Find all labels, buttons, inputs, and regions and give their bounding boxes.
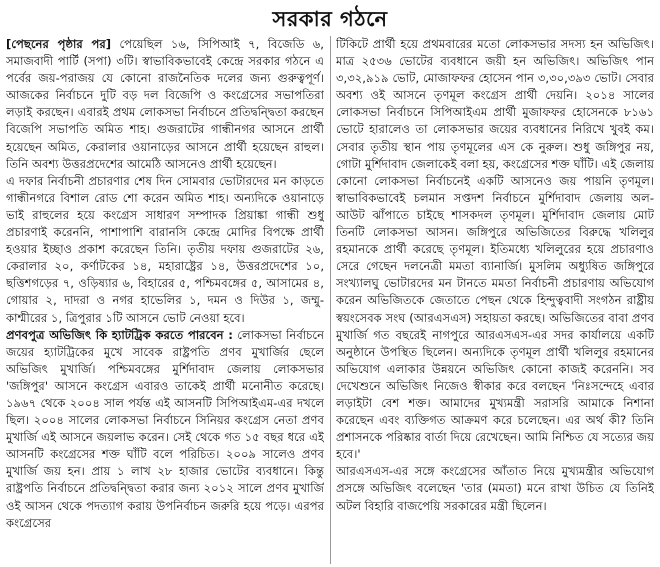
- article-columns: [6, 36, 654, 564]
- left-column: [6, 36, 324, 564]
- left-paragraph-1-text: পেয়েছিল ১৬, সিপিআই ৭, বিজেডি ৬, সমাজবাদী পার্টি (সপা) ৩টি। স্বাভাবিকভাবেই কেন্দ্রে সরকার গঠনে এ পর্বের জয়-পরাজয় যে কোনো রাজনৈতিক দলের জন্য গুরুত্বপূর্ণ। আজকের নির্বাচনে দুটি বড় দল বিজেপি ও কংগ্রেসের সভাপতিরা লড়াই করছেন। এবারই প্রথম লোকসভা নির্বাচনে প্রতিদ্বন্দ্বিতা করছেন বিজেপি সভাপতি অমিত শাহ। গুজরাটের গান্ধীনগর আসনে প্রার্থী হয়েছেন অমিত, কেরালার ওয়ানাড়ের আসনে প্রার্থী হয়েছেন রাহুল। তিনি অবশ্য উত্তরপ্রদেশের আমেঠি আসনেও প্রার্থী হয়েছেন।: [6, 37, 324, 171]
- left-paragraph-1: [6, 36, 324, 173]
- left-paragraph-3-text: লোকসভা নির্বাচনে জয়ের হ্যাটট্রিকের মুখে সাবেক রাষ্ট্রপতি প্রণব মুখার্জির ছেলে অভিজিৎ মুখার্জি। পশ্চিমবঙ্গের মুর্শিদাবাদ জেলায় লোকসভার 'জঙ্গিপুর' আসনে কংগ্রেস এবারও তাকেই প্রার্থী মনোনীত করেছে। ১৯৬৭ থেকে ২০০৪ সাল পর্যন্ত এই আসনটি সিপিআইএম-এর দখলে ছিল। ২০০৪ সালের লোকসভা নির্বাচনে সিনিয়র কংগ্রেস নেতা প্রণব মুখার্জি এই আসনে জয়লাভ করেন। সেই থেকে গত ১৫ বছর ধরে এই আসনটি কংগ্রেসের শক্ত ঘাঁটি বলে পরিচিত। ২০০৯ সালেও প্রণব মুখার্জি জয় হন। প্রায় ১ লাখ ২৮ হাজার ভোটের ব্যবধানে। কিন্তু রাষ্ট্রপতি নির্বাচনে প্রতিদ্বন্দ্বিতা করার জন্য ২০১২ সালে প্রণব মুখার্জি ওই আসন থেকে পদত্যাগ করায় উপনির্বাচন জরুরি হয়ে পড়ে। এরপর কংগ্রেসের: [6, 327, 324, 530]
- column-divider: [330, 36, 331, 564]
- right-paragraph-1: টিকিটে প্রার্থী হয়ে প্রথমবারের মতো লোকসভার সদস্য হন অভিজিৎ। মাত্র ২৫৩৬ ভোটের ব্যবধানে জয়ী হন অভিজিৎ। অভিজিৎ পান ৩,৩২,৯১৯ ভোট, মোজাফফর হোসেন পান ৩,৩০,৩৯৩ ভোট। সেবার অবশ্য ওই আসনে তৃণমূল কংগ্রেস প্রার্থী দেয়নি। ২০১৪ সালের লোকসভা নির্বাচনে সিপিআইএম প্রার্থী মুজাফফর হোসেনকে ৮১৬১ ভোটে হারালেও তা লোকসভার জয়ের ব্যবধানের নিরিখে খুবই কম। সেবার তৃতীয় স্থান পায় তৃণমূলের এস কে নুরুল। শুধু জঙ্গিপুর নয়, গোটা মুর্শিদাবাদ জেলাকেই বলা হয়, কংগ্রেসের শক্ত ঘাঁটি। এই জেলায় কোনো লোকসভা নির্বাচনেই একটি আসনেও জয় পায়নি তৃণমূল। স্বাভাবিকভাবেই চলমান সপ্তদশ নির্বাচনে মুর্শিদাবাদ জেলায় অল-আউট ঝাঁপাতে চাইছে শাসকদল তৃণমূল। মুর্শিদাবাদ জেলায় মোট তিনটি লোকসভা আসন। জঙ্গিপুরে অভিজিতের বিরুদ্ধে খলিলুর রহমানকে প্রার্থী করেছে তৃণমূল। ইতিমধ্যে খলিলুরের হয়ে প্রচারণাও সেরে গেছেন দলনেত্রী মমতা ব্যানার্জি। মুসলিম অধ্যুষিত জঙ্গিপুরে সংখ্যালঘু ভোটারদের মন টানতে মমতা নির্বাচনী প্রচারণায় অভিযোগ করেন অভিজিতকে জেতাতে পেছন থেকে হিন্দুত্ববাদী সংগঠন রাষ্ট্রীয় স্বয়ংসেবক সংঘ (আরএসএস) সহায়তা করছে। অভিজিতের বাবা প্রণব মুখার্জি গত বছরেই নাগপুরে আরএসএস-এর সদর কার্যালয়ে একটি অনুষ্ঠানে উপস্থিত ছিলেন। অন্যদিকে তৃণমূল প্রার্থী খলিলুর রহমানের অভিযোগ এলাকার উন্নয়নে অভিজিৎ কোনো কাজই করেননি। সব দেখেশুনে অভিজিৎ নিজেও স্বীকার করে বলছেন 'নিঃসন্দেহে এবার লড়াইটা বেশ শক্ত। আমাদের মুখ্যমন্ত্রী সরাসরি আমাকে নিশানা করেছেন এবং ব্যক্তিগত আক্রমণ করে চলেছেন। এর অর্থ কী? তিনি প্রশাসনকে পরিষ্কার বার্তা দিয়ে রেখেছেন। আমি নিশ্চিত যে সত্যের জয় হবে।': [336, 37, 654, 462]
- right-column: [336, 36, 654, 564]
- right-paragraph-2: আরএসএস-এর সঙ্গে কংগ্রেসের আঁতাত নিয়ে মুখ্যমন্ত্রীর অভিযোগ প্রসঙ্গে অভিজিৎ বলেছেন 'তার (মমতা) মনে রাখা উচিত যে তিনিই অটল বিহারি বাজপেয়ি সরকারের মন্ত্রী ছিলেন।: [336, 464, 654, 513]
- subheading: প্রণবপুত্র অভিজিৎ কি হ্যাটট্রিক করতে পারবেন :: [6, 327, 233, 342]
- left-paragraph-2: এ দফার নির্বাচনী প্রচারণার শেষ দিন সোমবার ভোটারদের মন কাড়তে গান্ধীনগরে বিশাল রোড শো করেন অমিত শাহ। অন্যদিকে ওয়ানাড়ে ভাই রাহুলের হয়ে কংগ্রেস সাধারণ সম্পাদক প্রিয়াঙ্কা গান্ধী শুধু প্রচারণাই করেননি, পাশাপাশি বারানসি কেন্দ্রে মোদির বিপক্ষে প্রার্থী হওয়ার ইচ্ছাও প্রকাশ করেছেন তিনি। তৃতীয় দফায় গুজরাটের ২৬, কেরালার ২০, কর্ণাটকের ১৪, মহারাষ্ট্রের ১৪, উত্তরপ্রদেশের ১০, ছত্তিশগড়ের ৭, ওড়িষ্যার ৬, বিহারের ৫, পশ্চিমবঙ্গের ৫, আসামের ৪, গোয়ার ২, দাদরা ও নগর হাভেলির ১, দমন ও দিউর ১, জম্মু-কাশ্মীরের ১, ত্রিপুরার ১টি আসনে ভোট নেওয়া হবে।: [6, 173, 324, 325]
- headline: সরকার গঠনে: [272, 7, 388, 31]
- continued-tag: [পেছনের পৃষ্ঠার পর]: [6, 37, 112, 51]
- left-paragraph-3: [6, 327, 324, 532]
